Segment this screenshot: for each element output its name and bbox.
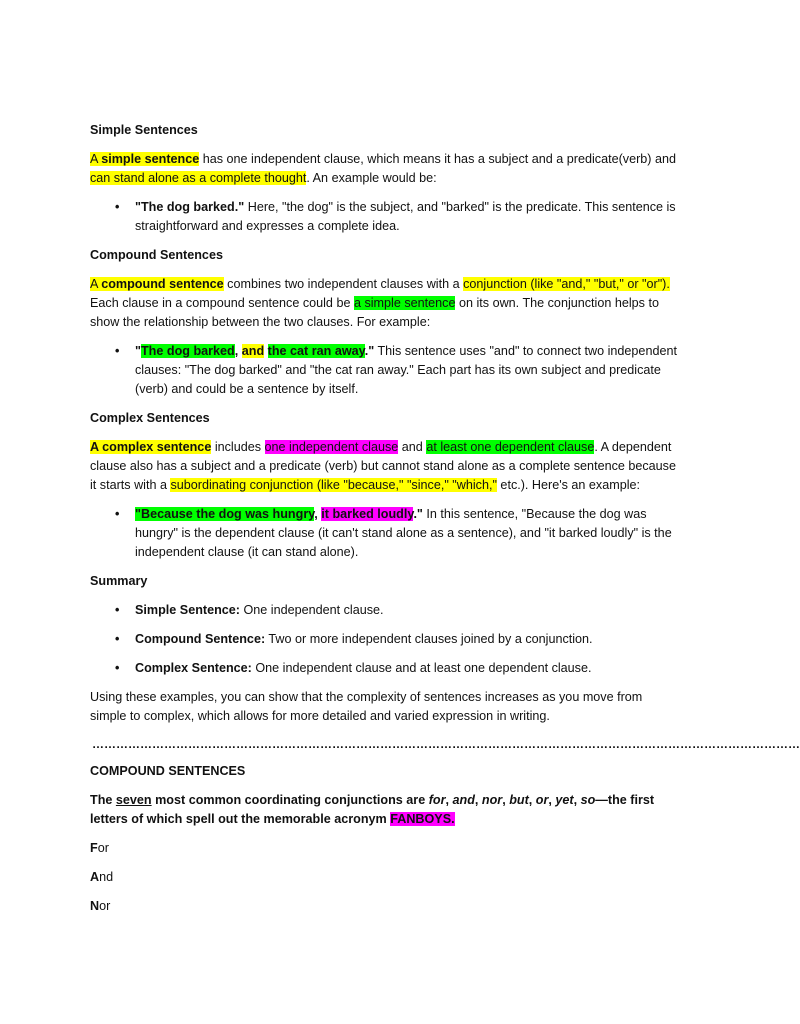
paragraph-compound-definition: A compound sentence combines two independent clauses with a conjunction (like "and," "but," or "or"). Each clause in a compound sentence could be a simple sentence on its own. The conjunction helps to show the relationship between the two clauses. For example: <box>90 277 670 329</box>
highlight-text: one independent clause <box>264 440 399 454</box>
highlight-text: A simple sentence <box>90 152 200 166</box>
list-item: • "The dog barked." Here, "the dog" is the subject, and "barked" is the predicate. This sentence is straightforward and expresses a complete idea. <box>115 200 676 233</box>
paragraph-simple-definition: A simple sentence has one independent clause, which means it has a subject and a predicate(verb) and can stand alone as a complete thought. An example would be: <box>90 152 676 185</box>
acronym-line: And <box>90 870 114 884</box>
bullet-icon: • <box>115 603 120 617</box>
bullet-icon: • <box>115 661 120 675</box>
summary-list <box>90 601 682 678</box>
bullet-icon: • <box>115 507 120 521</box>
heading-complex-sentences: Complex Sentences <box>90 411 210 425</box>
highlight-text: conjunction (like "and," "but," or "or"). <box>463 277 670 291</box>
highlight-text: subordinating conjunction (like "because," "since," "which," <box>170 478 497 492</box>
heading-summary: Summary <box>90 574 148 588</box>
heading-compound-sentences: Compound Sentences <box>90 248 223 262</box>
document-body <box>90 121 800 926</box>
highlight-text: A complex sentence <box>90 440 212 454</box>
bullet-icon: • <box>115 632 120 646</box>
list-item: • "The dog barked, and the cat ran away." This sentence uses "and" to connect two independent clauses: "The dog barked" and "the cat ran away." Each part has its own subject and predicate (verb) and could be a sentence by itself. <box>115 344 677 396</box>
list-item: • Compound Sentence: Two or more independent clauses joined by a conjunction. <box>135 630 682 649</box>
dotted-divider: …………………………………………………………………………………………………………………………………………………………… <box>92 737 800 751</box>
list-item: • "Because the dog was hungry, it barked loudly." In this sentence, "Because the dog was hungry" is the dependent clause (it can't stand alone as a sentence), and "it barked loudly" is the independent clause (it can stand alone). <box>115 507 672 559</box>
paragraph-summary-closing: Using these examples, you can show that the complexity of sentences increases as you move from simple to complex, which allows for more detailed and varied expression in writing. <box>90 690 643 723</box>
highlight-text: can stand alone as a complete thought <box>90 171 307 185</box>
heading-simple-sentences: Simple Sentences <box>90 123 198 137</box>
bullet-list <box>90 198 682 236</box>
highlight-text: A compound sentence <box>90 277 224 291</box>
list-item: • Complex Sentence: One independent clause and at least one dependent clause. <box>135 659 682 678</box>
bullet-list <box>90 342 682 399</box>
heading-compound-sentences-caps: COMPOUND SENTENCES <box>90 764 246 778</box>
acronym-line: Nor <box>90 899 111 913</box>
list-item: • Simple Sentence: One independent clause. <box>135 601 682 620</box>
highlight-text: a simple sentence <box>353 296 456 310</box>
bullet-icon: • <box>115 344 120 358</box>
paragraph-complex-definition: A complex sentence includes one independent clause and at least one dependent clause. A dependent clause also has a subject and a predicate (verb) but cannot stand alone as a complete sentence because it starts with a subordinating conjunction (like "because," "since," "which," etc.). Here's an example: <box>90 440 676 492</box>
bullet-icon: • <box>115 200 120 214</box>
bullet-list <box>90 505 682 562</box>
acronym-line: For <box>90 841 109 855</box>
highlight-text: at least one dependent clause <box>426 440 595 454</box>
paragraph-fanboys-intro: The seven most common coordinating conjunctions are for, and, nor, but, or, yet, so—the first letters of which spell out the memorable acronym FANBOYS. <box>90 793 655 826</box>
highlight-text: FANBOYS. <box>390 812 455 826</box>
